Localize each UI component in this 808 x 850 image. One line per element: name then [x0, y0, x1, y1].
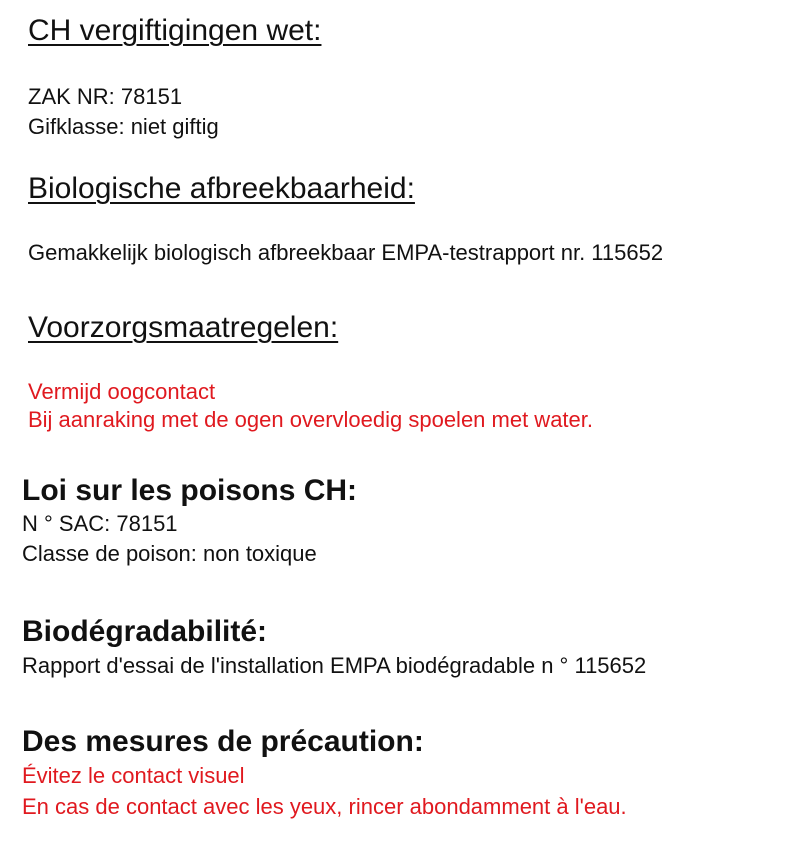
nl-precaution-line-1: Vermijd oogcontact — [28, 379, 216, 404]
nl-precaution-line-2: Bij aanraking met de ogen overvloedig spoelen met water. — [28, 407, 594, 432]
fr-biodegradability-text: Rapport d'essai de l'installation EMPA biodégradable n ° 115652 — [22, 653, 647, 678]
fr-precautions-heading: Des mesures de précaution: — [22, 725, 424, 758]
nl-precautions-heading: Voorzorgsmaatregelen: — [28, 311, 339, 344]
nl-bag-number: ZAK NR: 78151 — [28, 84, 183, 109]
nl-poison-class: Gifklasse: niet giftig — [28, 114, 219, 139]
fr-precaution-line-1: Évitez le contact visuel — [22, 763, 245, 788]
fr-sac-number: N ° SAC: 78151 — [22, 511, 178, 536]
nl-biodegradability-heading: Biologische afbreekbaarheid: — [28, 172, 415, 205]
nl-poison-law-heading: CH vergiftigingen wet: — [28, 14, 322, 47]
fr-poison-class: Classe de poison: non toxique — [22, 541, 317, 566]
fr-precaution-line-2: En cas de contact avec les yeux, rincer abondamment à l'eau. — [22, 794, 627, 819]
nl-biodegradability-text: Gemakkelijk biologisch afbreekbaar EMPA-testrapport nr. 115652 — [28, 240, 664, 265]
fr-poison-law-heading: Loi sur les poisons CH: — [22, 474, 358, 507]
fr-biodegradability-heading: Biodégradabilité: — [22, 615, 268, 648]
